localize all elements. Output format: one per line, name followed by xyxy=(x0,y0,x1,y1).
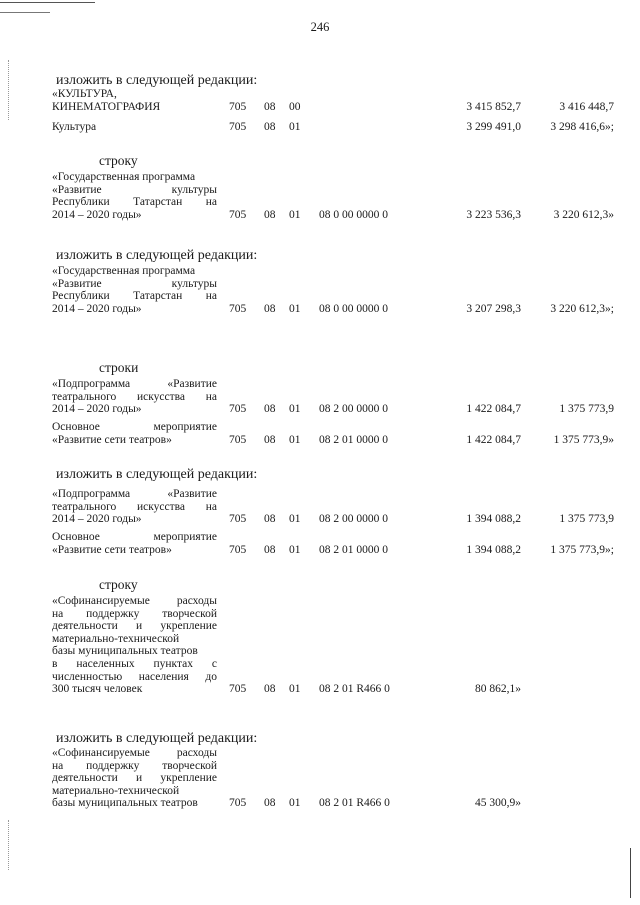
margin-rule-top xyxy=(0,2,95,3)
description-line: «Подпрограмма «Развитие xyxy=(52,378,217,390)
code-target-article: 08 2 01 0000 0 xyxy=(319,433,388,446)
row-reference-label: строку xyxy=(99,153,138,168)
amount-year-1: 45 300,9» xyxy=(475,797,521,810)
description-line: «Развитие культуры xyxy=(52,277,217,290)
margin-rule-top-short xyxy=(0,12,50,13)
description-line: «КУЛЬТУРА, xyxy=(52,88,117,100)
description-line: 2014 – 2020 годы» xyxy=(52,403,142,416)
code-ministry: 705 xyxy=(229,543,247,556)
description-line: Основное мероприятие xyxy=(52,531,217,543)
amount-year-2: 3 298 416,6»; xyxy=(550,121,614,133)
row-description xyxy=(52,531,217,556)
code-section: 08 xyxy=(264,208,276,221)
description-line: базы муниципальных театров xyxy=(52,797,198,810)
amount-year-1: 1 394 088,2 xyxy=(466,543,521,556)
description-line: в населенных пунктах с xyxy=(52,657,217,670)
code-subsection: 01 xyxy=(289,683,301,696)
description-line: численностью населения до xyxy=(52,670,217,683)
amount-year-1: 1 422 084,7 xyxy=(466,433,521,446)
description-line: 300 тысяч человек xyxy=(52,683,143,696)
code-ministry: 705 xyxy=(229,403,247,416)
row-description xyxy=(52,265,217,315)
code-subsection: 01 xyxy=(289,797,301,810)
code-ministry: 705 xyxy=(229,121,247,133)
description-line: 2014 – 2020 годы» xyxy=(52,513,142,526)
row-description xyxy=(52,595,217,696)
code-subsection: 01 xyxy=(289,433,301,446)
code-section: 08 xyxy=(264,433,276,446)
description-line: материально-технической xyxy=(52,784,180,797)
code-target-article: 08 2 00 0000 0 xyxy=(319,403,388,416)
row-description xyxy=(52,488,217,526)
description-line: 2014 – 2020 годы» xyxy=(52,208,142,221)
amount-year-1: 3 299 491,0 xyxy=(466,121,521,133)
revision-heading: изложить в следующей редакции: xyxy=(56,73,258,88)
row-description xyxy=(52,378,217,416)
code-section: 08 xyxy=(264,403,276,416)
description-line: «Развитие сети театров» xyxy=(52,543,172,556)
code-target-article: 08 2 01 R466 0 xyxy=(319,797,390,810)
margin-rule-right xyxy=(630,848,631,898)
scan-margin-mark-lower xyxy=(8,820,10,870)
description-line: «Подпрограмма «Развитие xyxy=(52,488,217,500)
code-target-article: 08 2 00 0000 0 xyxy=(319,513,388,526)
row-description xyxy=(52,171,217,221)
code-subsection: 01 xyxy=(289,403,301,416)
description-line: Республики Татарстан на xyxy=(52,196,217,209)
code-subsection: 01 xyxy=(289,302,301,315)
amount-year-2: 1 375 773,9» xyxy=(553,433,614,446)
amount-year-2: 3 220 612,3» xyxy=(553,208,614,221)
row-reference-label: строки xyxy=(99,360,139,375)
amount-year-1: 3 223 536,3 xyxy=(466,208,521,221)
code-target-article: 08 2 01 0000 0 xyxy=(319,543,388,556)
description-line: КИНЕМАТОГРАФИЯ xyxy=(52,100,161,113)
amount-year-2: 1 375 773,9 xyxy=(559,403,614,416)
code-ministry: 705 xyxy=(229,683,247,696)
row-reference-label: строку xyxy=(99,577,138,592)
code-section: 08 xyxy=(264,513,276,526)
amount-year-2: 3 416 448,7 xyxy=(559,100,614,113)
code-section: 08 xyxy=(264,797,276,810)
amount-year-2: 1 375 773,9»; xyxy=(550,543,614,556)
page-number: 246 xyxy=(310,20,330,34)
row-description xyxy=(52,747,217,810)
code-subsection: 01 xyxy=(289,121,301,133)
revision-heading: изложить в следующей редакции: xyxy=(56,248,258,263)
description-line: Основное мероприятие xyxy=(52,421,217,433)
amount-year-1: 3 415 852,7 xyxy=(466,100,521,113)
code-section: 08 xyxy=(264,121,276,133)
code-section: 08 xyxy=(264,302,276,315)
amount-year-1: 1 422 084,7 xyxy=(466,403,521,416)
code-ministry: 705 xyxy=(229,100,247,113)
description-line: «Развитие культуры xyxy=(52,183,217,196)
description-line: материально-технической xyxy=(52,632,180,645)
description-line: 2014 – 2020 годы» xyxy=(52,302,142,315)
description-line: на поддержку творческой xyxy=(52,607,217,620)
amount-year-2: 1 375 773,9 xyxy=(559,513,614,526)
description-line: базы муниципальных театров xyxy=(52,645,198,658)
row-description xyxy=(52,88,217,113)
code-subsection: 01 xyxy=(289,208,301,221)
description-line: «Софинансируемые расходы xyxy=(52,595,217,607)
code-ministry: 705 xyxy=(229,513,247,526)
description-line: Республики Татарстан на xyxy=(52,290,217,303)
amount-year-1: 3 207 298,3 xyxy=(466,302,521,315)
code-target-article: 08 0 00 0000 0 xyxy=(319,208,388,221)
row-description xyxy=(52,121,217,134)
description-line: Культура xyxy=(52,121,97,133)
description-line: «Развитие сети театров» xyxy=(52,433,172,446)
scan-margin-mark-upper xyxy=(8,60,10,120)
code-section: 08 xyxy=(264,543,276,556)
code-ministry: 705 xyxy=(229,433,247,446)
code-subsection: 00 xyxy=(289,100,301,113)
row-description xyxy=(52,421,217,446)
description-line: «Государственная программа xyxy=(52,171,196,183)
code-target-article: 08 0 00 0000 0 xyxy=(319,302,388,315)
amount-year-1: 80 862,1» xyxy=(475,683,521,696)
description-line: театрального искусства на xyxy=(52,500,217,513)
code-subsection: 01 xyxy=(289,543,301,556)
revision-heading: изложить в следующей редакции: xyxy=(56,731,258,746)
description-line: театрального искусства на xyxy=(52,390,217,403)
description-line: на поддержку творческой xyxy=(52,759,217,772)
code-ministry: 705 xyxy=(229,208,247,221)
code-section: 08 xyxy=(264,100,276,113)
revision-heading: изложить в следующей редакции: xyxy=(56,467,258,482)
description-line: деятельности и укрепление xyxy=(52,620,217,633)
amount-year-1: 1 394 088,2 xyxy=(466,513,521,526)
description-line: «Софинансируемые расходы xyxy=(52,747,217,759)
code-target-article: 08 2 01 R466 0 xyxy=(319,683,390,696)
code-subsection: 01 xyxy=(289,513,301,526)
code-section: 08 xyxy=(264,683,276,696)
description-line: деятельности и укрепление xyxy=(52,772,217,785)
amount-year-2: 3 220 612,3»; xyxy=(550,302,614,315)
description-line: «Государственная программа xyxy=(52,265,196,277)
code-ministry: 705 xyxy=(229,302,247,315)
code-ministry: 705 xyxy=(229,797,247,810)
